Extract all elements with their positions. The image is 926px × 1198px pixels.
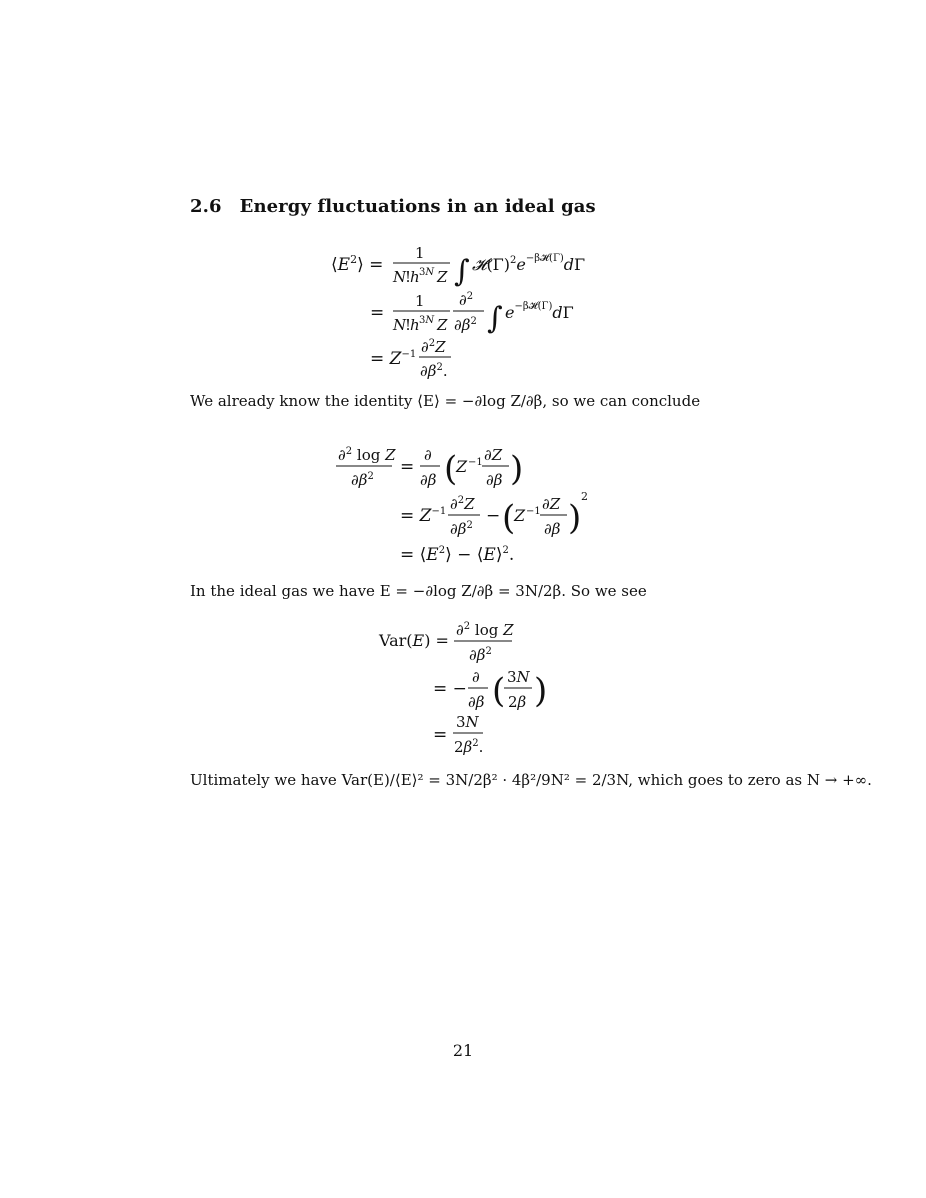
eq2-line2 (400, 490, 588, 538)
eq1-line3 (370, 338, 451, 380)
paragraph-2: In the ideal gas we have E = −∂log Z/∂β = 3N/2β. So we see (190, 582, 647, 600)
svg-text:∂: ∂ (424, 446, 432, 464)
svg-text:(: ( (502, 498, 516, 538)
equation-block-1-render (0, 236, 926, 386)
svg-text:∂β: ∂β (420, 471, 437, 489)
svg-text:2: 2 (581, 490, 588, 503)
equation-block-1 (0, 236, 926, 386)
section-number: 2.6 (190, 196, 222, 217)
svg-text:1: 1 (415, 244, 425, 262)
svg-text:=: = (370, 303, 385, 323)
svg-text:∂β2: $\partial\beta^2$ (351, 471, 374, 489)
page-number: 21 (452, 1041, 474, 1060)
svg-text:3N: 3N (419, 315, 435, 326)
equation-block-3-render (0, 616, 926, 756)
svg-text:h: h (410, 268, 420, 286)
svg-text:3N: 3N (507, 668, 530, 686)
svg-text:−: − (486, 506, 501, 526)
svg-text:∂β2: $\partial\beta^2$ (454, 316, 477, 334)
svg-text:e−β𝓗(Γ)dΓ: $e^{-\beta 𝓗(\Gamma)}d\Gamma$ (505, 301, 574, 322)
svg-text:!: ! (405, 316, 412, 334)
svg-text:∂β: ∂β (544, 520, 561, 538)
svg-text:3N: 3N (419, 267, 435, 278)
svg-text:!: ! (405, 268, 412, 286)
svg-text:∂β2: $\partial\beta^2$ (469, 646, 492, 664)
svg-text:= Z−1: = $Z^{-1}$ (400, 506, 447, 526)
svg-text:Z: Z (437, 268, 448, 286)
svg-text:∂: ∂ (472, 668, 480, 686)
svg-text:∂Z: ∂Z (542, 495, 561, 513)
svg-text:−1: −1 (468, 457, 483, 468)
eq2-line3 (400, 545, 514, 565)
svg-text:2β2.: $2\beta^2$. (454, 738, 484, 756)
svg-text:∂Z: ∂Z (484, 446, 503, 464)
svg-text:2β: 2β (508, 693, 527, 711)
svg-text:= −: = − (433, 679, 467, 699)
svg-text:= Z−1: = $Z^{-1}$ (370, 349, 417, 369)
svg-text:∂β2: $\partial\beta^2$ (450, 520, 473, 538)
svg-text:−1: −1 (526, 506, 541, 517)
svg-text:∫: ∫ (487, 301, 503, 336)
svg-text:∂β2.: $\partial\beta^2$. (420, 362, 448, 380)
svg-text:): ) (568, 498, 582, 538)
svg-text:N: N (393, 316, 407, 334)
eq2-line1 (336, 446, 523, 489)
svg-text:Z: Z (437, 316, 448, 334)
section-title: Energy fluctuations in an ideal gas (239, 196, 596, 217)
svg-text:h: h (410, 316, 420, 334)
svg-text:=: = (433, 725, 448, 745)
svg-text:(: ( (492, 671, 506, 711)
section-heading (190, 196, 596, 217)
svg-text:∂2Z: ∂$^2$Z (450, 495, 475, 513)
eq3-line2 (433, 668, 547, 711)
svg-text:= ⟨E2⟩ − ⟨E⟩2.: = $⟨E^2⟩$ − ⟨E⟩$^2$. (400, 545, 515, 565)
equation-block-3 (0, 616, 926, 756)
svg-text:Z: Z (514, 506, 526, 525)
equation-block-2-render (0, 436, 926, 572)
svg-text:=: = (400, 457, 415, 477)
svg-text:∂β: ∂β (468, 693, 485, 711)
svg-text:∂2: ∂$^2$ (459, 291, 474, 309)
svg-text:): ) (534, 671, 548, 711)
eq3-line3 (433, 713, 483, 756)
svg-text:⟨E2⟩ =: $⟨E^2⟩$ = (331, 253, 384, 275)
svg-text:N: N (393, 268, 407, 286)
svg-text:∂2 log Z: ∂$^2$ log Z (338, 446, 396, 464)
paragraph-1: We already know the identity ⟨E⟩ = −∂log Z/∂β, so we can conclude (190, 392, 701, 410)
svg-text:): ) (510, 449, 524, 489)
svg-text:∫: ∫ (454, 254, 470, 289)
eq1-line2 (370, 291, 574, 336)
svg-text:3N: 3N (456, 713, 479, 731)
eq1-line1 (331, 244, 585, 289)
svg-text:𝓗(Γ)2e−β𝓗(Γ)dΓ: $𝓗(\Gamma)^2e^{-\beta 𝓗(\Gamma)}d\Gamma$ (472, 253, 586, 274)
svg-text:∂2 log Z: ∂$^2$ log Z (456, 621, 514, 639)
svg-text:∂2Z: ∂$^2$Z (421, 338, 446, 356)
svg-text:∂β: ∂β (486, 471, 503, 489)
paragraph-3: Ultimately we have Var(E)/⟨E⟩² = 3N/2β² · 4β²/9N² = 2/3N, which goes to zero as N → +∞. (190, 771, 872, 789)
svg-text:Z: Z (456, 457, 468, 476)
eq3-line1 (378, 621, 514, 664)
equation-block-2 (0, 436, 926, 572)
svg-text:Var(E) =: Var(E) = (379, 631, 449, 650)
svg-text:1: 1 (415, 292, 425, 310)
svg-text:(: ( (444, 449, 458, 489)
